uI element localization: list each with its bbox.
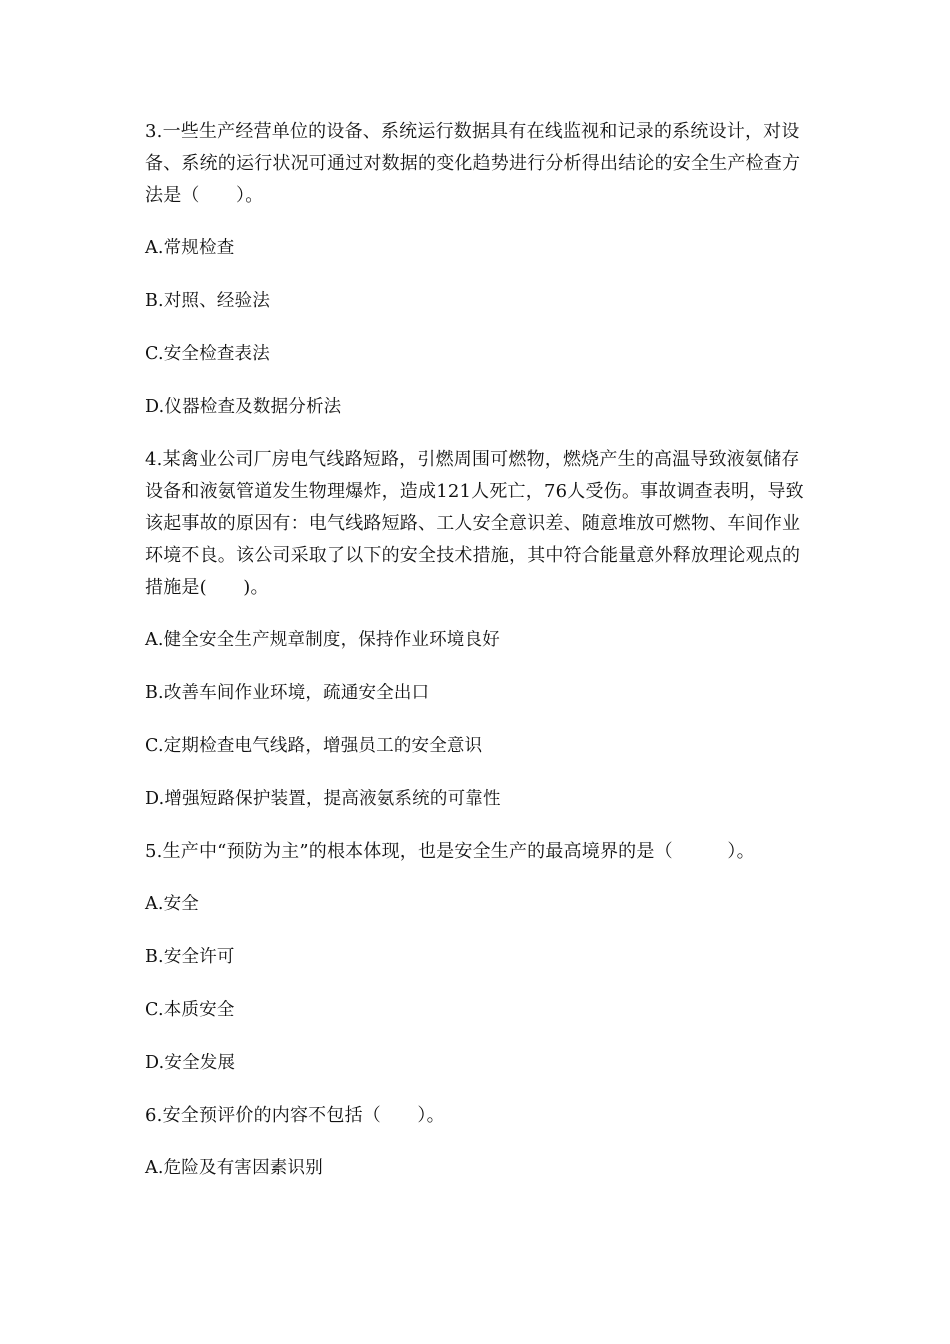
option-d: D.安全发展 <box>145 1053 236 1073</box>
option-b: B.改善车间作业环境，疏通安全出口 <box>145 683 430 703</box>
question-3 <box>145 116 810 423</box>
option-b: B.安全许可 <box>145 947 235 967</box>
question-6 <box>145 1100 810 1184</box>
option-c: C.本质安全 <box>145 1000 235 1020</box>
question-stem: 6.安全预评价的内容不包括（ ）。 <box>145 1105 445 1126</box>
question-5 <box>145 836 810 1079</box>
option-a: A.健全安全生产规章制度，保持作业环境良好 <box>145 630 500 650</box>
question-stem: 3.一些生产经营单位的设备、系统运行数据具有在线监视和记录的系统设计，对设备、系统的运行状况可通过对数据的变化趋势进行分析得出结论的安全生产检查方法是（ ）。 <box>145 121 801 206</box>
option-a: A.危险及有害因素识别 <box>145 1158 323 1178</box>
option-c: C.定期检查电气线路，增强员工的安全意识 <box>145 736 483 756</box>
option-a: A.常规检查 <box>145 238 235 258</box>
option-c: C.安全检查表法 <box>145 344 270 364</box>
option-a: A.安全 <box>145 894 200 914</box>
question-4 <box>145 444 810 815</box>
option-d: D.仪器检查及数据分析法 <box>145 397 342 417</box>
question-stem: 5.生产中“预防为主”的根本体现，也是安全生产的最高境界的是（ ）。 <box>145 841 755 862</box>
question-list <box>145 116 810 1205</box>
option-d: D.增强短路保护装置，提高液氨系统的可靠性 <box>145 789 501 809</box>
option-b: B.对照、经验法 <box>145 291 271 311</box>
question-stem: 4.某禽业公司厂房电气线路短路，引燃周围可燃物，燃烧产生的高温导致液氨储存设备和液氨管道发生物理爆炸，造成121人死亡，76人受伤。事故调查表明，导致该起事故的原因有：电气线路短路、工人安全意识差、随意堆放可燃物、车间作业环境不良。该公司采取了以下的安全技术措施，其中符合能量意外释放理论观点的措施是( )。 <box>145 449 804 598</box>
